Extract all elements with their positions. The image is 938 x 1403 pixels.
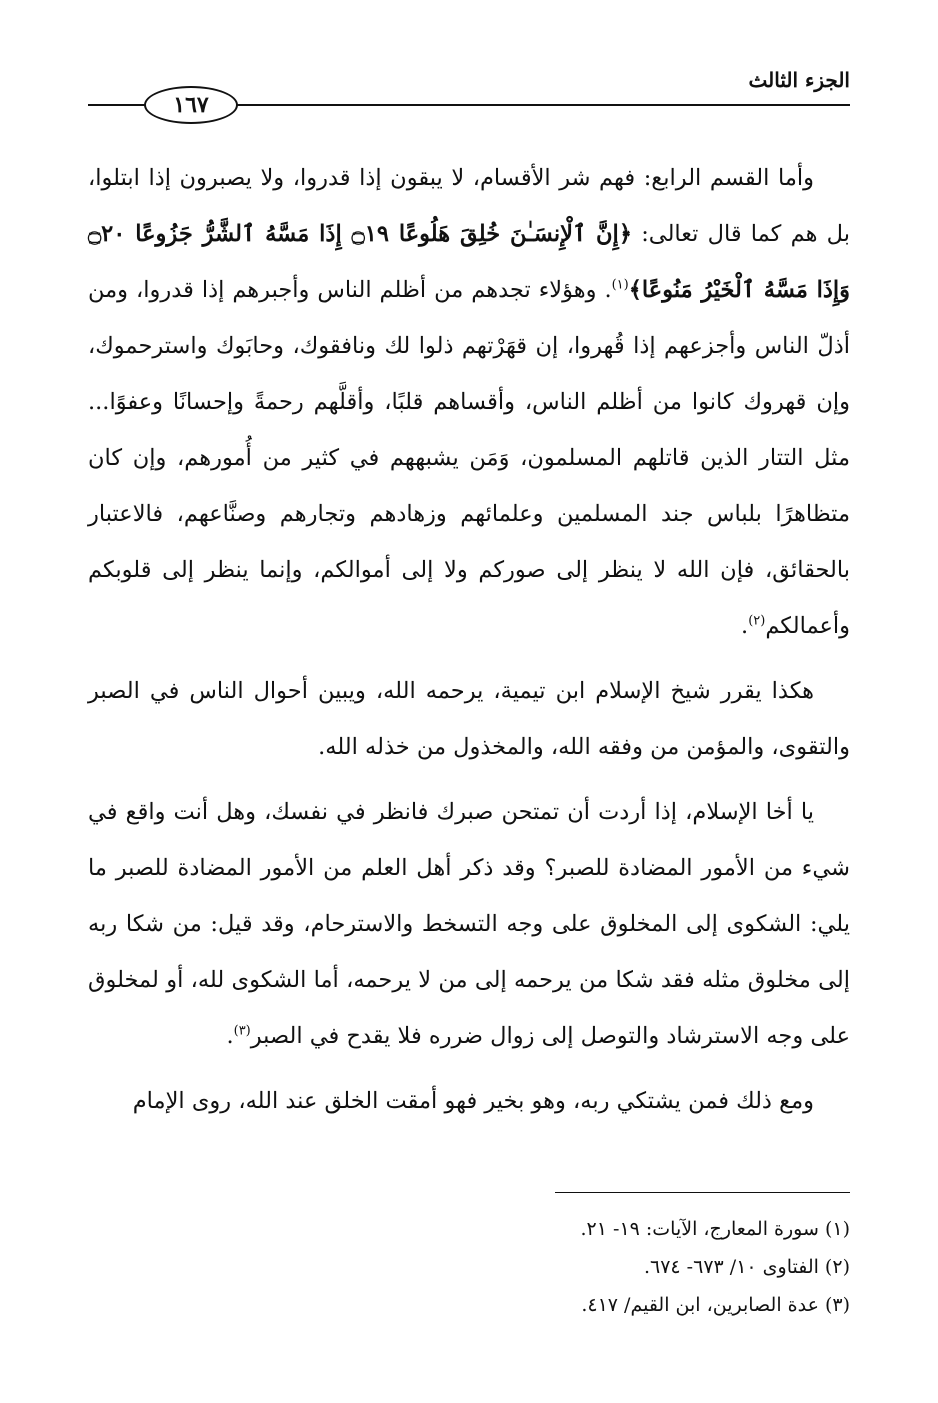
quran-bracket-close: ﴾: [628, 277, 642, 303]
paragraph-3: [88, 784, 850, 1064]
footnote-3: (٣) عدة الصابرين، ابن القيم/ ٤١٧.: [581, 1294, 850, 1316]
page-number: ١٦٧: [144, 86, 238, 124]
paragraph-4: ومع ذلك فمن يشتكي ربه، وهو بخير فهو أمقت الخلق عند الله، روى الإمام: [132, 1088, 814, 1114]
paragraph-1-end: .: [741, 613, 749, 639]
paragraph-1-rest: . وهؤلاء تجدهم من أظلم الناس وأجبرهم إذا قدروا، ومن أذلّ الناس وأجزعهم إذا قُهروا، إن قهَرْتهم ذلوا لك ونافقوك، وحابَوك واسترحموك، وإن قهروك كانوا من أظلم الناس، وأقساهم قلبًا، وأقلَّهم رحمةً وإحسانًا وعفوًا... مثل التتار الذين قاتلهم المسلمون، وَمَن يشبههم في كثير من أُمورهم، وإن كان متظاهرًا بلباس جند المسلمين وعلمائهم وزهادهم وتجارهم وصنَّاعهم، فالاعتبار بالحقائق، فإن الله لا ينظر إلى صوركم ولا إلى أموالكم، وإنما ينظر إلى قلوبكم وأعمالكم: [88, 277, 850, 639]
footnote-2: (٢) الفتاوى ١٠/ ٦٧٣- ٦٧٤.: [643, 1256, 850, 1278]
footnote-ref-1[interactable]: (١): [611, 277, 629, 293]
footnote-1: (١) سورة المعارج، الآيات: ١٩- ٢١.: [580, 1218, 850, 1240]
footnote-ref-3[interactable]: (٣): [233, 1023, 251, 1039]
paragraph-2: هكذا يقرر شيخ الإسلام ابن تيمية، يرحمه الله، ويبين أحوال الناس في الصبر والتقوى، والمؤمن من وفقه الله، والمخذول من خذله الله.: [88, 678, 850, 760]
paragraph-3-text: يا أخا الإسلام، إذا أردت أن تمتحن صبرك فانظر في نفسك، وهل أنت واقع في شيء من الأمور المضادة للصبر؟ وقد ذكر أهل العلم من الأمور المضادة للصبر ما يلي: الشكوى إلى المخلوق على وجه التسخط والاسترحام، وقد قيل: من شكا ربه إلى مخلوق مثله فقد شكا من يرحمه إلى من لا يرحمه، أما الشكوى لله، أو لمخلوق على وجه الاسترشاد والتوصل إلى زوال ضرره فلا يقدح في الصبر: [88, 799, 850, 1049]
quran-bracket-open: ﴿: [618, 221, 632, 247]
footnotes: [88, 1210, 850, 1324]
quran-verse: إِنَّ ٱلْإِنسَـٰنَ خُلِقَ هَلُوعًا ۝١٩ إِذَا مَسَّهُ ٱلشَّرُّ جَزُوعًا ۝٢٠ وَإِذَا مَسَّهُ ٱلْخَيْرُ مَنُوعًا: [88, 221, 850, 303]
footnote-ref-2[interactable]: (٢): [748, 613, 766, 629]
running-title: الجزء الثالث: [748, 68, 850, 92]
paragraph-1-intro: وأما القسم الرابع: فهم شر الأقسام، لا يبقون إذا قدروا، ولا يصبرون إذا ابتلوا، بل هم كما قال تعالى:: [88, 165, 850, 247]
body-text: [88, 150, 850, 1138]
paragraph-1: [88, 150, 850, 654]
paragraph-3-end: .: [226, 1023, 234, 1049]
footnote-separator: [555, 1192, 850, 1193]
